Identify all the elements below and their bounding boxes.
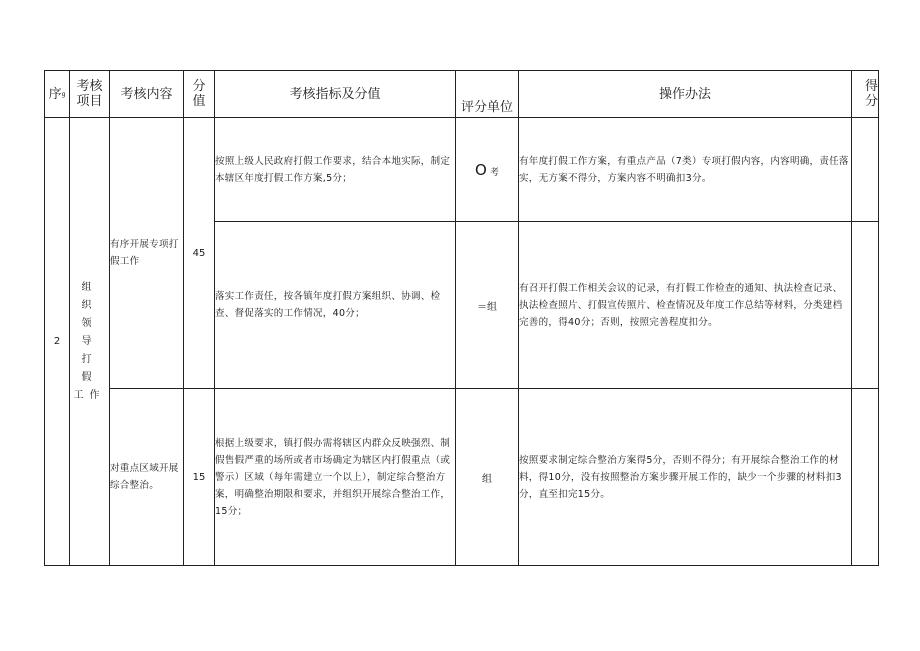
table-row — [45, 389, 879, 566]
row1-method: 有年度打假工作方案，有重点产品（7类）专项打假内容，内容明确，责任落实，无方案不得分，方案内容不明确扣3分。 — [519, 118, 852, 222]
header-unit: 评分单位 — [456, 71, 519, 118]
header-seq: 序g — [45, 71, 70, 118]
section-a-score: 45 — [184, 118, 215, 389]
header-got: 得 分 — [852, 71, 879, 118]
group-project: 组 织 领 导 打 假 工作 — [70, 118, 110, 566]
row3-got — [852, 389, 879, 566]
row1-got — [852, 118, 879, 222]
row3-score: 15 — [184, 389, 215, 566]
header-indicator: 考核指标及分值 — [215, 71, 456, 118]
header-row — [45, 71, 879, 118]
header-project: 考核 项目 — [70, 71, 110, 118]
group-seq: 2 — [45, 118, 70, 566]
row1-indicator: 按照上级人民政府打假工作要求，结合本地实际，制定本辖区年度打假工作方案,5分； — [215, 118, 456, 222]
row2-unit: ＝组 — [456, 222, 519, 389]
table-row — [45, 118, 879, 222]
row3-method: 按照要求制定综合整治方案得5分，否则不得分；有开展综合整治工作的材料，得10分，没有按照整治方案步骤开展工作的，缺少一个步骤的材料扣3分，直至扣完15分。 — [519, 389, 852, 566]
assessment-table — [44, 70, 879, 566]
row2-method: 有召开打假工作相关会议的记录，有打假工作检查的通知、执法检查记录、执法检查照片、打假宣传照片、检查情况及年度工作总结等材料，分类建档完善的，得40分；否则，按照完善程度扣分。 — [519, 222, 852, 389]
header-score: 分 值 — [184, 71, 215, 118]
section-a-content: 有序开展专项打假工作 — [110, 118, 184, 389]
row3-unit: 组 — [456, 389, 519, 566]
circle-mark: O — [474, 160, 487, 179]
header-content: 考核内容 — [110, 71, 184, 118]
header-method: 操作办法 — [519, 71, 852, 118]
row1-unit: O 考 — [456, 118, 519, 222]
row3-indicator: 根据上级要求，镇打假办需将辖区内群众反映强烈、制假售假严重的场所或者市场确定为辖区内打假重点（或警示）区域（每年需建立一个以上），制定综合整治方案，明确整治期限和要求，并组织开展综合整治工作，15分； — [215, 389, 456, 566]
row2-indicator: 落实工作责任，按各镇年度打假方案组织、协调、检查、督促落实的工作情况，40分； — [215, 222, 456, 389]
row3-content: 对重点区域开展综合整治。 — [110, 389, 184, 566]
row2-got — [852, 222, 879, 389]
